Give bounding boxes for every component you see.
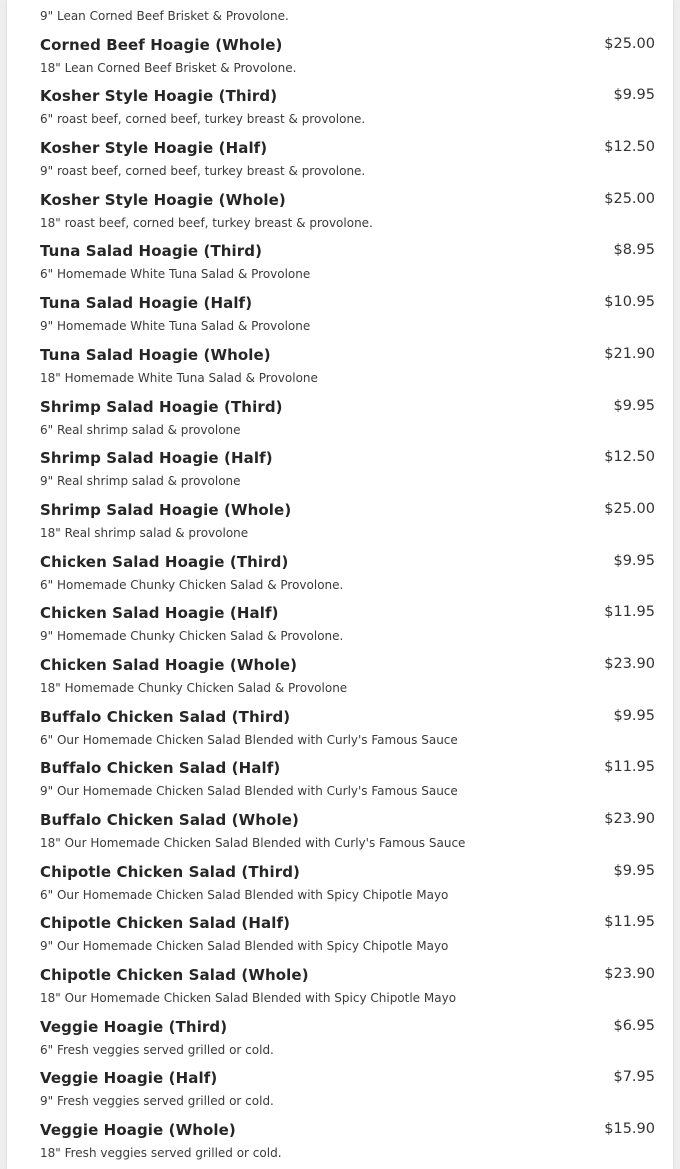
- menu-item-description: 18" Our Homemade Chicken Salad Blended with Spicy Chipotle Mayo: [40, 991, 457, 1006]
- menu-item-price: $9.95: [613, 87, 655, 104]
- menu-item[interactable]: [40, 649, 655, 701]
- menu-item-price: $21.90: [604, 345, 655, 362]
- menu-item[interactable]: [40, 0, 655, 29]
- menu-item[interactable]: [40, 752, 655, 804]
- menu-item-name: Tuna Salad Hoagie (Half): [40, 294, 253, 313]
- menu-item-price: $8.95: [613, 242, 655, 259]
- menu-item-name: Tuna Salad Hoagie (Whole): [40, 345, 271, 364]
- menu-item[interactable]: [40, 597, 655, 649]
- menu-item-name: Chipotle Chicken Salad (Third): [40, 862, 300, 881]
- menu-item-price: $11.95: [604, 914, 655, 931]
- menu-item-name: Veggie Hoagie (Third): [40, 1017, 228, 1036]
- menu-item[interactable]: [40, 701, 655, 753]
- menu-item[interactable]: [40, 856, 655, 908]
- menu-item-description: 9" Our Homemade Chicken Salad Blended with Curly's Famous Sauce: [40, 784, 458, 799]
- menu-item-price: $23.90: [604, 811, 655, 827]
- menu-item-description: 9" Homemade Chunky Chicken Salad & Provolone.: [40, 629, 344, 644]
- menu-item-description: 18" Our Homemade Chicken Salad Blended with Curly's Famous Sauce: [40, 836, 466, 850]
- menu-item[interactable]: [40, 287, 655, 339]
- menu-item-name: Shrimp Salad Hoagie (Half): [40, 449, 273, 468]
- menu-item-name: Corned Beef Hoagie (Whole): [40, 35, 283, 54]
- menu-item-price: $9.95: [613, 552, 655, 569]
- menu-item-description: 6" Homemade White Tuna Salad & Provolone: [40, 267, 311, 282]
- menu-item-description: 9" Homemade White Tuna Salad & Provolone: [40, 319, 311, 334]
- menu-item-name: Kosher Style Hoagie (Whole): [40, 190, 286, 209]
- menu-item-description: 18" Real shrimp salad & provolone: [40, 525, 249, 540]
- menu-item-price: $9.95: [613, 707, 655, 724]
- menu-item-description: 18" Homemade Chunky Chicken Salad & Provolone: [40, 680, 348, 695]
- menu-item-description: 9" Fresh veggies served grilled or cold.: [40, 1094, 274, 1109]
- menu-item-description: 6" Homemade Chunky Chicken Salad & Provolone.: [40, 577, 344, 592]
- menu-item[interactable]: [40, 339, 655, 391]
- menu-item-price: $10.95: [604, 294, 655, 311]
- menu-item[interactable]: [40, 804, 655, 856]
- menu-item-name: Buffalo Chicken Salad (Half): [40, 759, 281, 778]
- menu-item-name: Chicken Salad Hoagie (Whole): [40, 655, 298, 674]
- menu-item-name: Buffalo Chicken Salad (Third): [40, 707, 291, 726]
- menu-item-description: 6" Real shrimp salad & provolone: [40, 422, 241, 437]
- menu-item[interactable]: [40, 494, 655, 546]
- menu-item[interactable]: [40, 184, 655, 236]
- menu-item-description: 9" Our Homemade Chicken Salad Blended with Spicy Chipotle Mayo: [40, 939, 449, 954]
- menu-item-description: 9" Lean Corned Beef Brisket & Provolone.: [40, 9, 289, 23]
- menu-item-name: Shrimp Salad Hoagie (Third): [40, 397, 283, 416]
- menu-item-description: 6" roast beef, corned beef, turkey breast & provolone.: [40, 112, 366, 127]
- menu-item-description: 6" Our Homemade Chicken Salad Blended with Curly's Famous Sauce: [40, 732, 458, 747]
- menu-item[interactable]: [40, 132, 655, 184]
- menu-item[interactable]: [40, 391, 655, 443]
- menu-item-price: $25.00: [604, 35, 655, 52]
- menu-item-price: $12.50: [604, 139, 655, 156]
- menu-item-price: $23.90: [604, 966, 655, 983]
- menu-item-price: $15.90: [604, 1121, 655, 1138]
- menu-item[interactable]: [40, 959, 655, 1011]
- menu-list: [40, 0, 655, 1166]
- menu-item-name: Chicken Salad Hoagie (Third): [40, 552, 289, 571]
- menu-item-price: $11.95: [604, 604, 655, 621]
- menu-item-price: $9.95: [613, 397, 655, 414]
- menu-item-name: Chicken Salad Hoagie (Half): [40, 604, 279, 623]
- menu-item-description: 18" roast beef, corned beef, turkey breast & provolone.: [40, 215, 373, 230]
- menu-item[interactable]: [40, 80, 655, 132]
- menu-item-price: $12.50: [604, 449, 655, 466]
- menu-item-price: $11.95: [604, 759, 655, 776]
- menu-item[interactable]: [40, 235, 655, 287]
- menu-item-name: Kosher Style Hoagie (Third): [40, 87, 278, 106]
- menu-item[interactable]: [40, 546, 655, 598]
- menu-item-name: Kosher Style Hoagie (Half): [40, 139, 268, 158]
- menu-item[interactable]: [40, 907, 655, 959]
- menu-page: [7, 0, 673, 1169]
- menu-item-description: 9" Real shrimp salad & provolone: [40, 474, 241, 489]
- menu-item-name: Chipotle Chicken Salad (Whole): [40, 966, 309, 985]
- menu-item[interactable]: [40, 442, 655, 494]
- menu-item-name: Shrimp Salad Hoagie (Whole): [40, 500, 292, 519]
- menu-item-price: $7.95: [613, 1069, 655, 1086]
- menu-item-description: 18" Lean Corned Beef Brisket & Provolone.: [40, 60, 297, 75]
- menu-item-name: Tuna Salad Hoagie (Third): [40, 242, 263, 261]
- menu-item-name: Chipotle Chicken Salad (Half): [40, 914, 291, 933]
- menu-item-description: 6" Fresh veggies served grilled or cold.: [40, 1042, 274, 1057]
- menu-item-name: Veggie Hoagie (Whole): [40, 1121, 236, 1140]
- menu-item[interactable]: [40, 1114, 655, 1166]
- menu-item-description: 9" roast beef, corned beef, turkey breast & provolone.: [40, 164, 366, 179]
- menu-item-price: $9.95: [613, 862, 655, 879]
- menu-item-price: $23.90: [604, 655, 655, 672]
- menu-item[interactable]: [40, 29, 655, 81]
- menu-item[interactable]: [40, 1011, 655, 1063]
- menu-item-name: Buffalo Chicken Salad (Whole): [40, 811, 299, 829]
- menu-item-price: $6.95: [613, 1017, 655, 1034]
- menu-item-description: 18" Fresh veggies served grilled or cold.: [40, 1146, 282, 1161]
- menu-item[interactable]: [40, 1062, 655, 1114]
- menu-item-name: Veggie Hoagie (Half): [40, 1069, 218, 1088]
- menu-item-price: $25.00: [604, 500, 655, 517]
- menu-item-price: $25.00: [604, 190, 655, 207]
- menu-item-description: 6" Our Homemade Chicken Salad Blended with Spicy Chipotle Mayo: [40, 887, 449, 902]
- menu-item-description: 18" Homemade White Tuna Salad & Provolone: [40, 370, 318, 385]
